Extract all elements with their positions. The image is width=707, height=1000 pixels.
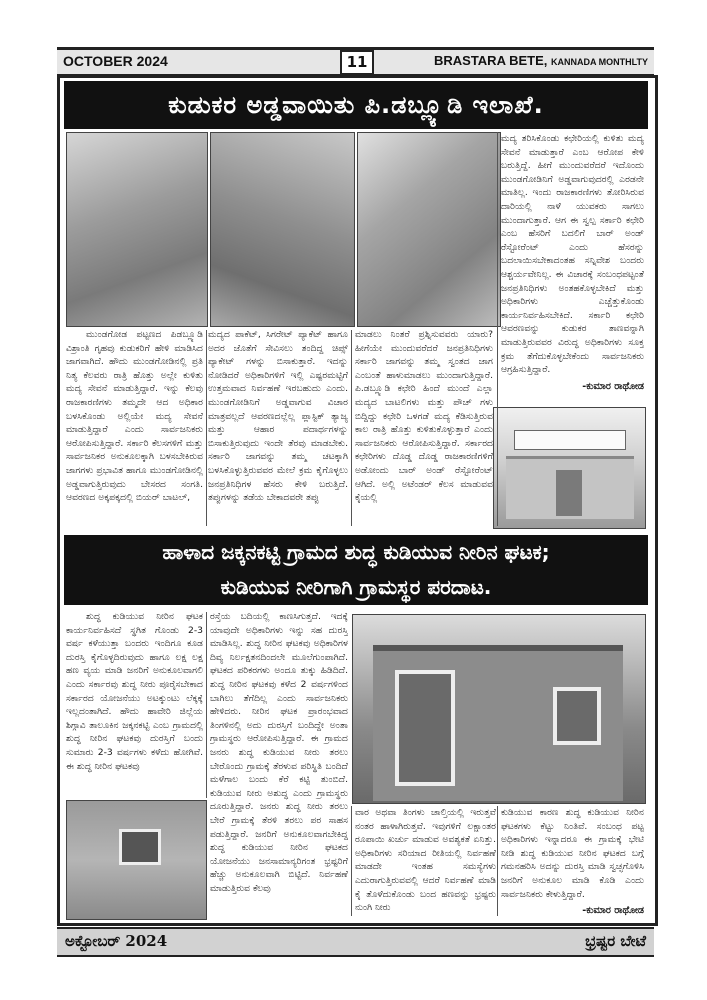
article2-text-4: ಕುಡಿಯುವ ಕಾರಣ ಶುದ್ಧ ಕುಡಿಯುವ ನೀರಿನ ಘಟಕಗಳು ಕೆಟ್ಟು ನಿಂತಿವೆ. ಸಂಬಂಧ ಪಟ್ಟ ಅಧಿಕಾರಿಗಳು ಇನ್ನಾದರೂ ಈ ಗ್ರಾಮಕ್ಕೆ ಭೇಟಿ ನೀಡಿ ಶುದ್ಧ ಕುಡಿಯುವ ನೀರಿನ ಘಟಕದ ಬಗ್ಗೆ ಗಮನಹರಿಸಿ ಅದನ್ನು ದುರಸ್ತಿ ಮಾಡಿ ಸ್ವಚ್ಛಗೊಳಿಸಿ ಜನರಿಗೆ ಅನುಕೂಲ ಮಾಡಿ ಕೊಡಿ ಎಂದು ಸಾರ್ವಜನಿಕರು ಕೇಳುತ್ತಿದ್ದಾರೆ. bbox=[501, 807, 644, 900]
article1-divider-3 bbox=[497, 132, 498, 526]
footer-title: ಭ್ರಷ್ಟರ ಬೇಟೆ bbox=[585, 932, 646, 950]
article2-signature: -ಕುಮಾರ ರಾಥೋಡ bbox=[582, 905, 644, 917]
article1-text-2: ಮದ್ಯದ ಪಾಕೆಟ್, ಸಿಗರೇಟ್ ಪ್ಯಾಕೆಟ್ ಹಾಗೂ ಅದರ ಜೊತೆಗೆ ಸೇವಿಸಲು ತಂದಿದ್ದ ಚಿಪ್ಸ್ ಪ್ಯಾಕೇಟ್ ಗಳನ್ನು ಬಿಸಾಕುತ್ತಾರೆ. ಇದನ್ನು ನೋಡಿದರೆ ಅಧಿಕಾರಿಗಳಿಗೆ ಇಲ್ಲಿ ಎಷ್ಟರಮಟ್ಟಿಗೆ ಉತ್ತಮವಾದ ನಿರ್ವಹಣೆ ಇರಬಹುದು ಎಂದು. ಮುಂಡಗೋಡಿನಿಗೆ ಅಡ್ಡವಾಗುವ ವಿಚಾರ ಮಾತ್ರವಲ್ಲದೆ ಆವರಣದಲ್ಲೆಲ್ಲ ಪ್ಲಾಸ್ಟಿಕ್ ತ್ಯಾಜ್ಯ ಮತ್ತು ಆಹಾರ ಪದಾರ್ಥಗಳನ್ನು ಬಿಸಾಕುತ್ತಿರುವುದು ಇಂದೇ ತೆರವು ಮಾಡಬೇಕು. ಸರ್ಕಾರಿ ಜಾಗವನ್ನು ತಮ್ಮ ಚಟಕ್ಕಾಗಿ ಬಳಸಿಕೊಳ್ಳುತ್ತಿರುವವರ ಮೇಲೆ ಕ್ರಮ ಕೈಗೊಳ್ಳಲು ಜನಪ್ರತಿನಿಧಿಗಳ ಹೆಸರು ಕೇಳಿ ಬರುತ್ತಿದೆ. ತಪ್ಪುಗಳನ್ನು ತಡೆಯ ಬೇಕಾದವರೇ ತಪ್ಪು bbox=[208, 329, 348, 504]
article2-column-4 bbox=[501, 806, 644, 918]
page-header bbox=[57, 47, 654, 76]
article1-text-1: ಮುಂಡಗೋಡ ಪಟ್ಟಣದ ಪಿಡಬ್ಲ್ಯೂಡಿ ವಿಶ್ರಾಂತಿ ಗೃಹವು ಕುಡುಕರಿಗೆ ಹೇಳಿ ಮಾಡಿಸಿದ ಜಾಗವಾಗಿದೆ. ಹೌದು ಮುಂಡಗೋಡಿನಲ್ಲಿ ಪ್ರತಿ ನಿತ್ಯ ಕೆಲವರು ರಾತ್ರಿ ಹೊತ್ತು ಅಲ್ಲೇ ಕುಳಿತು ಮದ್ಯ ಸೇವನೆ ಮಾಡುತ್ತಿದ್ದಾರೆ. ಇನ್ನು ಕೆಲವು ರಾಜಕಾರಣಿಗಳು ತಮ್ಮದೇ ಆದ ಅಧಿಕಾರ ಬಳಸಿಕೊಂಡು ಅಲ್ಲಿಯೇ ಮದ್ಯ ಸೇವನೆ ಮಾಡುತ್ತಿದ್ದಾರೆ ಎಂದು ಸಾರ್ವಜನಿಕರು ಆರೋಪಿಸುತ್ತಿದ್ದಾರೆ. ಸರ್ಕಾರಿ ಕೆಲಸಗಳಿಗೆ ಮತ್ತು ಸಾರ್ವಜನಿಕರ ಅನುಕೂಲಕ್ಕಾಗಿ ಬಳಸಬೇಕಿರುವ ಜಾಗಗಳು ಪ್ರಭಾವಿತ ಹಾಗೂ ಮುಂಡಗೋಡಿನಲ್ಲಿ ಅಡ್ಡವಾಗುತ್ತಿರುವುದು ಬೇಸರದ ಸಂಗತಿ. ಆವರಣದ ಅಕ್ಕಪಕ್ಕದಲ್ಲಿ ಬಿಯರ್ ಬಾಟಲ್, bbox=[66, 329, 203, 504]
article1-divider-1 bbox=[206, 330, 207, 526]
article1-signature: -ಕುಮಾರ ರಾಥೋಡ bbox=[582, 380, 644, 392]
publication-title: BRASTARA BETE, bbox=[433, 53, 548, 68]
water-unit-door-right bbox=[553, 687, 601, 745]
issue-month: OCTOBER 2024 bbox=[63, 53, 168, 69]
article1-divider-2 bbox=[351, 330, 352, 526]
article1-headline: ಕುಡುಕರ ಅಡ್ಡವಾಯಿತು ಪಿ.ಡಬ್ಲ್ಯೂಡಿ ಇಲಾಖೆ. bbox=[64, 81, 648, 129]
article2-column-1 bbox=[66, 610, 203, 798]
article2-text-2: ರಸ್ತೆಯ ಬದಿಯಲ್ಲಿ ಕಾಣಸಿಗುತ್ತದೆ. ಇದಕ್ಕೆ ಯಾವುದೇ ಅಧಿಕಾರಿಗಳು ಇನ್ನು ಸಹ ದುರಸ್ತಿ ಮಾಡಿಸಿಲ್ಲ. ಶುದ್ಧ ನೀರಿನ ಘಟಕವು ಅಧಿಕಾರಿಗಳ ದಿವ್ಯ ನಿರ್ಲಕ್ಷತನದಿಂದಲೇ ಮೂಲೆಗುಂಪಾಗಿದೆ. ಘಟಕದ ಪರಿಕರಗಳು ಅಂದೂ ತುಕ್ಕು ಹಿಡಿದಿದೆ. ಶುದ್ಧ ನೀರಿನ ಘಟಕವು ಕಳೆದ 2 ವರ್ಷಗಳಿಂದ ಬಾಗಿಲು ತೆಗೆದಿಲ್ಲ ಎಂದು ಸಾರ್ವಜನಿಕರು ಹೇಳಿದರು. ನೀರಿನ ಘಟಕ ಪ್ರಾರಂಭವಾದ ತಿಂಗಳಿನಲ್ಲಿ ಅದು ದುರಸ್ತಿಗೆ ಬಂದಿದ್ದೇ ಅಂತಾ ಗ್ರಾಮಸ್ಥರು ಆರೋಪಿಸುತ್ತಿದ್ದಾರೆ. ಈ ಗ್ರಾಮದ ಜನರು ಶುದ್ಧ ಕುಡಿಯುವ ನೀರು ತರಲು ಬೇರೊಂದು ಗ್ರಾಮಕ್ಕೆ ತೆರಳುವ ಪರಿಸ್ಥಿತಿ ಬಂದಿದೆ ಮಳೆಗಾಲ ಬಂದು ಕೆರೆ ಕಟ್ಟಿ ತುಂಬಿದೆ. ಕುಡಿಯುವ ನೀರು ಅಶುದ್ಧ ಎಂದು ಗ್ರಾಮಸ್ಥರು ದೂರುತ್ತಿದ್ದಾರೆ. ಜನರು ಶುದ್ಧ ನೀರು ತರಲು ಬೇರೆ ಗ್ರಾಮಕ್ಕೆ ತೆರಳಿ ತರಲು ಪರ ಸಾಹಸ ಪಡುತ್ತಿದ್ದಾರೆ. ಜನರಿಗೆ ಅನುಕೂಲವಾಗಬೇಕಿದ್ದ ಶುದ್ಧ ಕುಡಿಯುವ ನೀರಿನ ಘಟಕದ ಯೋಜನೆಯು ಜನಸಾಮಾನ್ಯರಿಗಂತ ಭ್ರಷ್ಟರಿಗೆ ಹೆಚ್ಚು ಅನುಕೂಲವಾಗಿ ಬಿಟ್ಟಿದೆ. ನಿರ್ವಹಣೆ ಮಾಡುತ್ತಿರುವ ಕೆಲವು bbox=[210, 611, 348, 894]
article1-text-3: ಮಾಡಲು ನಿಂತರೆ ಪ್ರಶ್ನಿಸುವವರು ಯಾರು? ಹೀಗೆಯೇ ಮುಂದುವರೆದರೆ ಜನಪ್ರತಿನಿಧಿಗಳು ಸರ್ಕಾರಿ ಜಾಗವನ್ನು ತಮ್ಮ ಸ್ವಂತದ ಜಾಗ ಎಂಬಂತೆ ಹಾಳುಮಾಡಲು ಮುಂದಾಗುತ್ತಿದ್ದಾರೆ. ಪಿ.ಡಬ್ಲ್ಯೂಡಿ ಕಛೇರಿ ಹಿಂದೆ ಮುಂದೆ ಎಲ್ಲಾ ಮದ್ಯದ ಬಾಟಲಿಗಳು ಮತ್ತು ಪೌಚ್ ಗಳು ಬಿದ್ದಿದ್ದು ಕಛೇರಿ ಒಳಗಡೆ ಮದ್ಯ ಕೆಡಿಸುತ್ತಿರುವ ಕಾಲ ರಾತ್ರಿ ಹೊತ್ತು ಕುಳಿತುಕೊಳ್ಳುತ್ತಾರೆ ಎಂದು ಸಾರ್ವಜನಿಕರು ಆರೋಪಿಸುತ್ತಿದ್ದಾರೆ. ಸರ್ಕಾರದ ಕಛೇರಿಗಳು ದೊಡ್ಡ ದೊಡ್ಡ ರಾಜಕಾರಣಿಗಳಿಗೆ ಅಡೋಂದು ಬಾರ್ ಅಂಡ್ ರೆಸ್ಟೋರೆಂಟ್ ಆಗಿದೆ. ಅಲ್ಲಿ ಅಟೆಂಡರ್ ಕೆಲಸ ಮಾಡುವವ ಕೈಯಲ್ಲಿ bbox=[355, 329, 493, 504]
article2-photo-tap bbox=[66, 800, 207, 920]
office-door bbox=[556, 470, 582, 516]
article1-column-1 bbox=[66, 328, 203, 528]
office-signboard bbox=[514, 430, 626, 450]
article2-column-2 bbox=[210, 610, 348, 917]
tap-opening bbox=[119, 829, 161, 865]
article2-divider-1 bbox=[206, 612, 207, 798]
article1-photo-2 bbox=[210, 132, 355, 327]
article1-photo-building bbox=[493, 407, 646, 529]
article1-column-3 bbox=[355, 328, 493, 528]
water-unit-door-left bbox=[395, 670, 455, 786]
page-footer bbox=[57, 927, 654, 957]
publication-name bbox=[434, 53, 648, 68]
footer-month: ಅಕ್ಟೋಬರ್ 2024 bbox=[65, 932, 168, 950]
article2-text-3: ವಾರ ಅಥವಾ ತಿಂಗಳು ಚಾಲ್ತಿಯಲ್ಲಿ ಇರುತ್ತವೆ ನಂತರ ಹಾಳಾಗಿರುತ್ತವೆ. ಇವುಗಳಿಗೆ ಲಕ್ಷಾಂತರ ರೂಪಾಯಿ ಖರ್ಚು ಮಾಡುವ ಅವಶ್ಯಕತೆ ಏನಿತ್ತು. ಅಧಿಕಾರಿಗಳು ಸರಿಯಾದ ರೀತಿಯಲ್ಲಿ ನಿರ್ವಹಣೆ ಮಾಡದೇ ಇಂತಹ ಸಮಸ್ಯೆಗಳು ಎದುರಾಗುತ್ತಿರುವವಲ್ಲಿ ಆದರೆ ನಿರ್ವಹಣೆ ಮಾಡಿ ಕೈ ತೊಳೆದುಕೊಂಡು ಬಂದ ಹಣವನ್ನು ಭ್ರಷ್ಟರು ನುಂಗಿ ನೀರು bbox=[355, 807, 496, 914]
article2-photo-water-unit bbox=[352, 614, 646, 804]
article1-column-2 bbox=[208, 328, 348, 528]
article1-photo-3 bbox=[357, 132, 501, 327]
article1-text-4: ಮದ್ಯ ತರಿಸಿಕೊಂಡು ಕಛೇರಿಯಲ್ಲಿ ಕುಳಿತು ಮದ್ಯ ಸೇವನೆ ಮಾಡುತ್ತಾರೆ ಎಂಬ ಆರೋಪ ಕೇಳಿ ಬರುತ್ತಿದ್ದೆ. ಹೀಗೆ ಮುಂದುವರೆದರೆ ಇದೊಂದು ಮುಂಡಗೋಡಿನಿಗೆ ಅಡ್ಡವಾಗುವುದರಲ್ಲಿ ಎರಡನೇ ಮಾತಿಲ್ಲ. ಇಂದು ರಾಜಕಾರಣಿಗಳು ತೋರಿಸಿರುವ ದಾರಿಯಲ್ಲಿ ನಾಳೆ ಯುವಕರು ಸಾಗಲು ಮುಂದಾಗುತ್ತಾರೆ. ಆಗ ಈ ಸ್ವಲ್ಪ ಸರ್ಕಾರಿ ಕಛೇರಿ ಎಂಬ ಹೆಸರಿಗೆ ಬದಲಿಗೆ ಬಾರ್ ಅಂಡ್ ರೆಸ್ಟೋರೆಂಟ್ ಎಂದು ಹೆಸರನ್ನು ಬದಲಾಯಿಸಬೇಕಾದಂತಹ ಸನ್ನಿವೇಶ ಬಂದರು ಆಶ್ಚರ್ಯವೇನಿಲ್ಲ. ಈ ವಿಚಾರಕ್ಕೆ ಸಂಬಂಧಪಟ್ಟಂತೆ ಜನಪ್ರತಿನಿಧಿಗಳು ಅಂತಹಕೊಳ್ಳಬೇಕಿದೆ ಮತ್ತು ಅಧಿಕಾರಿಗಳು ಎಚ್ಚೆತ್ತುಕೊಂಡು ಕಾರ್ಯನಿರ್ವಹಿಸಬೇಕಿದೆ. ಸರ್ಕಾರಿ ಕಛೇರಿ ಆವರಣವನ್ನು ಕುಡುಕರ ತಾಣವನ್ನಾಗಿ ಮಾಡುತ್ತಿರುವವರ ವಿರುದ್ಧ ಅಧಿಕಾರಿಗಳು ಸೂಕ್ತ ಕ್ರಮ ತೆಗೆದುಕೊಳ್ಳಬೇಕೆಂದು ಸಾರ್ವಜನಿಕರು ಆಗ್ರಹಿಸುತ್ತಿದ್ದಾರೆ. bbox=[501, 133, 644, 376]
article2-divider-2 bbox=[351, 806, 352, 916]
article2-headline-line2: ಕುಡಿಯುವ ನೀರಿಗಾಗಿ ಗ್ರಾಮಸ್ಥರ ಪರದಾಟ. bbox=[220, 575, 492, 599]
article2-column-3 bbox=[355, 806, 496, 918]
article1-column-4 bbox=[501, 132, 644, 402]
article2-headline bbox=[64, 535, 648, 605]
page-number: 11 bbox=[340, 50, 374, 75]
publication-subtitle: KANNADA MONTHLTY bbox=[551, 57, 648, 67]
article2-headline-line1: ಹಾಳಾದ ಜಕ್ಕನಕಟ್ಟಿ ಗ್ರಾಮದ ಶುದ್ಧ ಕುಡಿಯುವ ನೀರಿನ ಘಟಕ; bbox=[162, 540, 550, 564]
article2-text-1: ಶುದ್ಧ ಕುಡಿಯುವ ನೀರಿನ ಘಟಕ ಕಾರ್ಯನಿರ್ವಹಿಸದೆ ಸ್ಥಗಿತ ಗೊಂಡು 2-3 ವರ್ಷ ಕಳೆಯುತ್ತಾ ಬಂದರು ಇಂದಿಗೂ ಕೂಡ ದುರಸ್ತಿ ಕೈಗೊಳ್ಳದಿರುವುದು ಹಾಗೂ ಲಕ್ಷ ಲಕ್ಷ ಹಣ ವ್ಯಯ ಮಾಡಿ ಜನರಿಗೆ ಅನುಕೂಲವಾಗಲಿ ಎಂದು ಸರ್ಕಾರವು ಶುದ್ಧ ನೀರು ಪೂರೈಸಬೇಕಾದ ಸರ್ಕಾರದ ಯೋಜನೆಯು ಅಟಕ್ಕುಂಟು ಲೆಕ್ಕಕ್ಕೆ ಇಲ್ಲದಂತಾಗಿದೆ. ಹೌದು ಹಾವೇರಿ ಜಿಲ್ಲೆಯ ಶಿಗ್ಗಾವಿ ತಾಲೂಕಿನ ಜಕ್ಕನಕಟ್ಟಿ ಎಂಬ ಗ್ರಾಮದಲ್ಲಿ ಶುದ್ಧ ನೀರಿನ ಘಟಕವು ದುರಸ್ತಿಗೆ ಬಂದು ಸುಮಾರು 2-3 ವರ್ಷಗಳು ಕಳೆದು ಹೋಗಿವೆ. ಈ ಶುದ್ಧ ನೀರಿನ ಘಟಕವು bbox=[66, 611, 203, 772]
article1-photo-1 bbox=[66, 132, 208, 327]
article2-divider-3 bbox=[497, 806, 498, 916]
